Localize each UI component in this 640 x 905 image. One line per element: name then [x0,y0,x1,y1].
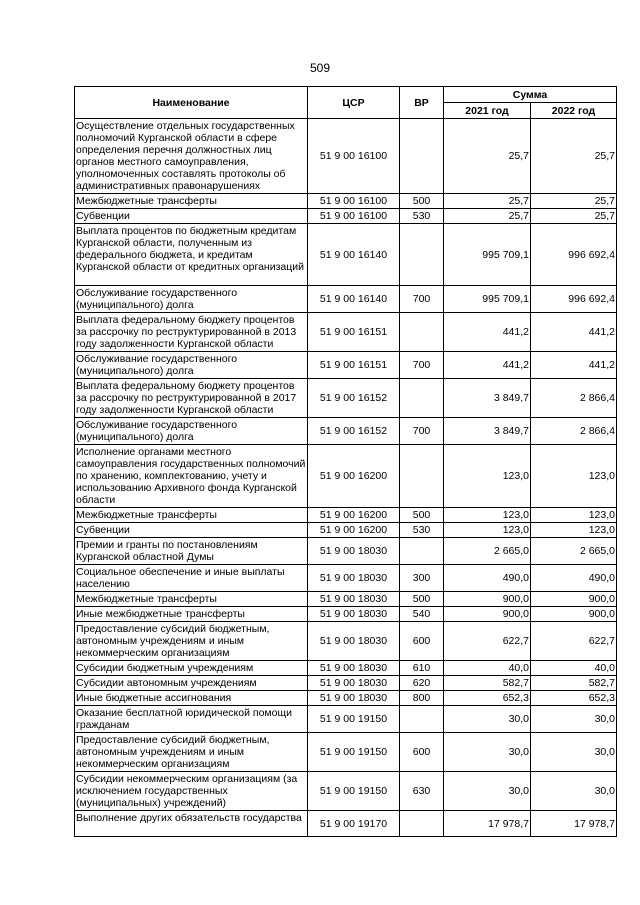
row-name: Предоставление субсидий бюджетным, автономным учреждениям и иным некоммерческим организациям [75,622,308,661]
row-sum-2022: 582,7 [531,676,617,691]
table-row [75,691,617,706]
table-row [75,119,617,194]
table-row [75,772,617,811]
row-name: Обслуживание государственного (муниципального) долга [75,418,308,445]
row-sum-2021: 995 709,1 [444,224,531,286]
row-vr: 600 [400,622,444,661]
row-sum-2022: 2 665,0 [531,538,617,565]
row-vr: 530 [400,523,444,538]
row-vr: 620 [400,676,444,691]
table-row [75,592,617,607]
row-vr: 500 [400,508,444,523]
row-name: Иные межбюджетные трансферты [75,607,308,622]
row-csr: 51 9 00 18030 [308,592,400,607]
row-csr: 51 9 00 16200 [308,508,400,523]
row-name: Обслуживание государственного (муниципального) долга [75,286,308,313]
header-2021: 2021 год [444,103,531,119]
table-row [75,661,617,676]
row-vr: 600 [400,733,444,772]
table-row [75,676,617,691]
row-sum-2022: 25,7 [531,119,617,194]
table-row [75,607,617,622]
row-name: Оказание бесплатной юридической помощи гражданам [75,706,308,733]
row-csr: 51 9 00 18030 [308,607,400,622]
row-sum-2022: 2 866,4 [531,379,617,418]
table-row [75,224,617,286]
row-name: Социальное обеспечение и иные выплаты населению [75,565,308,592]
row-csr: 51 9 00 18030 [308,538,400,565]
header-sum: Сумма [444,87,617,103]
table-row [75,352,617,379]
table-row [75,706,617,733]
row-csr: 51 9 00 19170 [308,811,400,837]
row-sum-2022: 25,7 [531,194,617,209]
row-sum-2022: 996 692,4 [531,224,617,286]
row-sum-2022: 123,0 [531,508,617,523]
row-csr: 51 9 00 16140 [308,224,400,286]
row-sum-2022: 30,0 [531,706,617,733]
row-sum-2022: 622,7 [531,622,617,661]
row-sum-2022: 441,2 [531,352,617,379]
row-sum-2022: 25,7 [531,209,617,224]
row-sum-2022: 996 692,4 [531,286,617,313]
row-vr [400,119,444,194]
row-name: Иные бюджетные ассигнования [75,691,308,706]
row-sum-2022: 30,0 [531,733,617,772]
table-row [75,445,617,508]
row-name: Субсидии автономным учреждениям [75,676,308,691]
table-row [75,194,617,209]
row-sum-2021: 30,0 [444,706,531,733]
row-vr: 700 [400,418,444,445]
row-name: Межбюджетные трансферты [75,592,308,607]
row-sum-2021: 30,0 [444,733,531,772]
row-sum-2022: 900,0 [531,592,617,607]
header-2022: 2022 год [531,103,617,119]
row-sum-2021: 25,7 [444,209,531,224]
row-sum-2022: 123,0 [531,523,617,538]
row-sum-2022: 123,0 [531,445,617,508]
row-csr: 51 9 00 19150 [308,733,400,772]
row-csr: 51 9 00 18030 [308,676,400,691]
row-vr [400,706,444,733]
row-name: Выплата процентов по бюджетным кредитам Курганской области, полученным из федерального бюджета, и кредитам Курганской области от кредитных организаций [75,224,308,286]
row-name: Субвенции [75,209,308,224]
row-name: Предоставление субсидий бюджетным, автономным учреждениям и иным некоммерческим организациям [75,733,308,772]
row-csr: 51 9 00 18030 [308,622,400,661]
row-csr: 51 9 00 16140 [308,286,400,313]
table-row [75,622,617,661]
row-sum-2021: 2 665,0 [444,538,531,565]
row-csr: 51 9 00 16100 [308,194,400,209]
table-row [75,508,617,523]
row-vr: 540 [400,607,444,622]
row-vr: 630 [400,772,444,811]
row-sum-2021: 3 849,7 [444,418,531,445]
row-sum-2022: 40,0 [531,661,617,676]
table-row [75,565,617,592]
row-csr: 51 9 00 16152 [308,418,400,445]
row-sum-2022: 2 866,4 [531,418,617,445]
row-name: Выплата федеральному бюджету процентов за рассрочку по реструктурированной в 2013 году задолженности Курганской области [75,313,308,352]
row-vr: 700 [400,286,444,313]
row-name: Выполнение других обязательств государства [75,811,308,837]
row-name: Субсидии некоммерческим организациям (за исключением государственных (муниципальных) учреждений) [75,772,308,811]
row-sum-2021: 582,7 [444,676,531,691]
row-name: Исполнение органами местного самоуправления государственных полномочий по хранению, комплектованию, учету и использованию Архивного фонда Курганской области [75,445,308,508]
row-name: Премии и гранты по постановлениям Курганской областной Думы [75,538,308,565]
row-sum-2022: 441,2 [531,313,617,352]
row-vr: 530 [400,209,444,224]
table-row [75,418,617,445]
page-number: 509 [309,61,331,75]
row-vr [400,379,444,418]
row-vr [400,224,444,286]
budget-table [74,86,617,837]
row-sum-2021: 25,7 [444,119,531,194]
row-csr: 51 9 00 16151 [308,313,400,352]
row-csr: 51 9 00 16200 [308,445,400,508]
row-vr: 300 [400,565,444,592]
row-sum-2021: 40,0 [444,661,531,676]
row-name: Выплата федеральному бюджету процентов за рассрочку по реструктурированной в 2017 году задолженности Курганской области [75,379,308,418]
row-vr: 500 [400,194,444,209]
row-csr: 51 9 00 18030 [308,565,400,592]
row-sum-2021: 123,0 [444,523,531,538]
row-csr: 51 9 00 19150 [308,772,400,811]
table-row [75,286,617,313]
table-row [75,811,617,837]
row-sum-2021: 900,0 [444,607,531,622]
row-sum-2021: 622,7 [444,622,531,661]
table-row [75,733,617,772]
row-name: Субсидии бюджетным учреждениям [75,661,308,676]
table-row [75,209,617,224]
row-sum-2021: 995 709,1 [444,286,531,313]
row-name: Осуществление отдельных государственных полномочий Курганской области в сфере определения перечня должностных лиц органов местного самоуправления, уполномоченных составлять протоколы об административных правонарушениях [75,119,308,194]
row-vr: 800 [400,691,444,706]
header-name: Наименование [75,87,308,119]
row-csr: 51 9 00 18030 [308,691,400,706]
row-name: Межбюджетные трансферты [75,194,308,209]
row-sum-2022: 652,3 [531,691,617,706]
table-row [75,313,617,352]
row-vr [400,445,444,508]
row-vr [400,811,444,837]
row-csr: 51 9 00 16152 [308,379,400,418]
row-sum-2021: 3 849,7 [444,379,531,418]
header-csr: ЦСР [308,87,400,119]
row-sum-2022: 17 978,7 [531,811,617,837]
table-row [75,538,617,565]
row-sum-2021: 25,7 [444,194,531,209]
row-sum-2021: 652,3 [444,691,531,706]
row-name: Обслуживание государственного (муниципального) долга [75,352,308,379]
row-csr: 51 9 00 16100 [308,119,400,194]
row-csr: 51 9 00 16200 [308,523,400,538]
row-csr: 51 9 00 19150 [308,706,400,733]
row-vr: 610 [400,661,444,676]
row-csr: 51 9 00 16151 [308,352,400,379]
row-vr: 500 [400,592,444,607]
row-vr [400,313,444,352]
table-row [75,379,617,418]
table-row [75,523,617,538]
row-vr: 700 [400,352,444,379]
row-sum-2021: 123,0 [444,445,531,508]
row-sum-2021: 30,0 [444,772,531,811]
header-vr: ВР [400,87,444,119]
row-sum-2022: 900,0 [531,607,617,622]
row-csr: 51 9 00 18030 [308,661,400,676]
row-vr [400,538,444,565]
row-sum-2021: 490,0 [444,565,531,592]
row-csr: 51 9 00 16100 [308,209,400,224]
row-name: Субвенции [75,523,308,538]
row-sum-2021: 17 978,7 [444,811,531,837]
row-name: Межбюджетные трансферты [75,508,308,523]
row-sum-2021: 123,0 [444,508,531,523]
row-sum-2021: 900,0 [444,592,531,607]
row-sum-2022: 30,0 [531,772,617,811]
row-sum-2021: 441,2 [444,313,531,352]
row-sum-2022: 490,0 [531,565,617,592]
row-sum-2021: 441,2 [444,352,531,379]
